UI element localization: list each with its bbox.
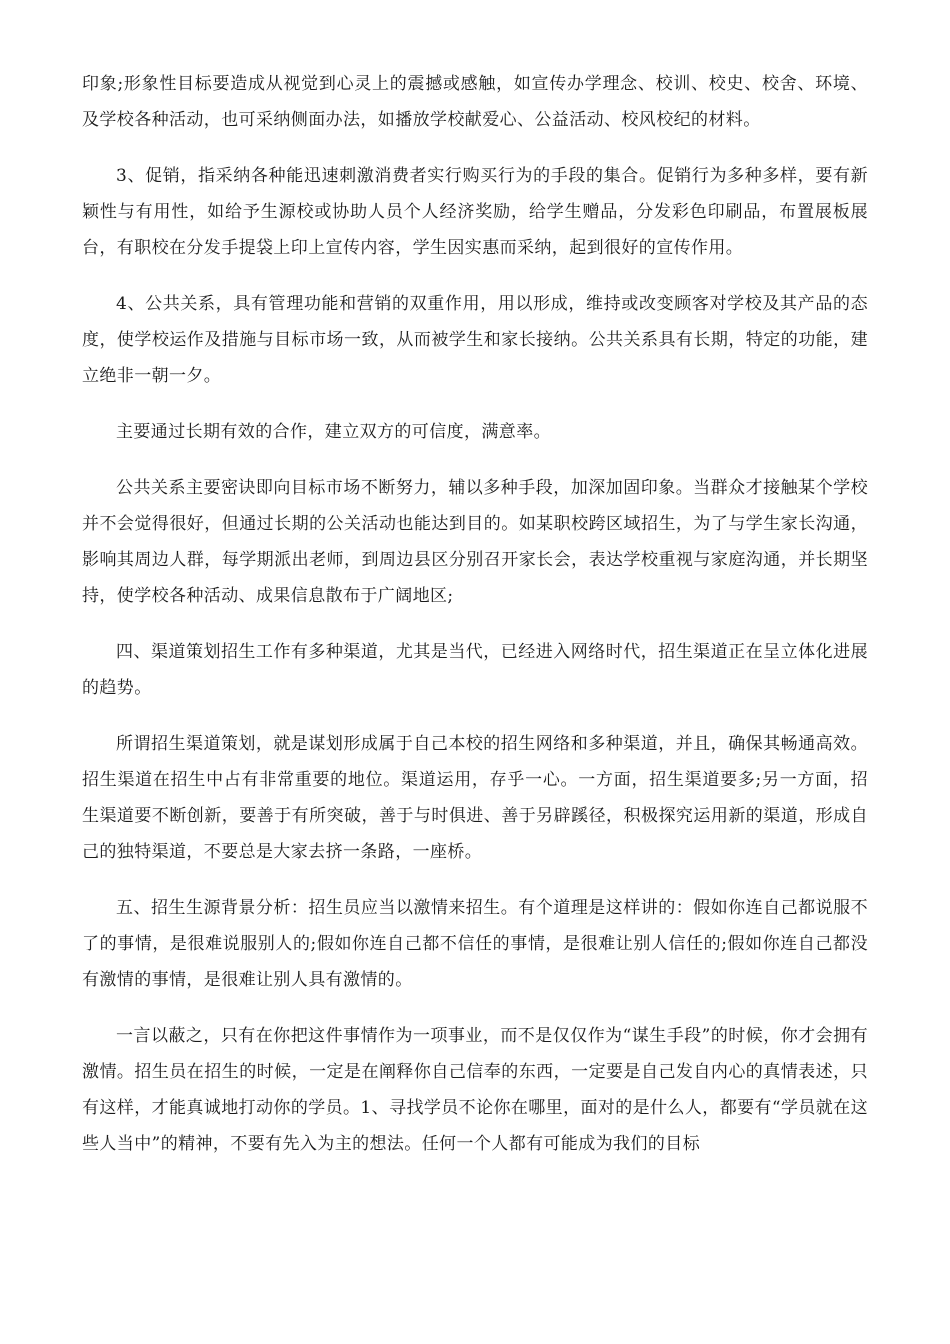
- paragraph-1: 印象;形象性目标要造成从视觉到心灵上的震撼或感触，如宣传办学理念、校训、校史、校舍、环境、及学校各种活动，也可采纳侧面办法，如播放学校献爱心、公益活动、校风校纪的材料。: [82, 74, 868, 130]
- paragraph-4: 主要通过长期有效的合作，建立双方的可信度，满意率。: [116, 422, 551, 442]
- paragraph-3: 4、公共关系，具有管理功能和营销的双重作用，用以形成，维持或改变顾客对学校及其产品的态度，使学校运作及措施与目标市场一致，从而被学生和家长接纳。公共关系具有长期，特定的功能，建立绝非一朝一夕。: [82, 294, 868, 386]
- paragraph-9: 一言以蔽之，只有在你把这件事情作为一项事业，而不是仅仅作为“谋生手段”的时候，你才会拥有激情。招生员在招生的时候，一定是在阐释你自己信奉的东西，一定要是自己发自内心的真情表述，只有这样，才能真诚地打动你的学员。1、寻找学员不论你在哪里，面对的是什么人，都要有“学员就在这些人当中”的精神，不要有先入为主的想法。任何一个人都有可能成为我们的目标: [82, 1026, 868, 1154]
- document-page: [82, 66, 868, 1182]
- paragraph-5: 公共关系主要密诀即向目标市场不断努力，辅以多种手段，加深加固印象。当群众才接触某个学校并不会觉得很好，但通过长期的公关活动也能达到目的。如某职校跨区域招生，为了与学生家长沟通，影响其周边人群，每学期派出老师，到周边县区分别召开家长会，表达学校重视与家庭沟通，并长期坚持，使学校各种活动、成果信息散布于广阔地区;: [82, 478, 868, 606]
- paragraph-7: 所谓招生渠道策划，就是谋划形成属于自己本校的招生网络和多种渠道，并且，确保其畅通高效。招生渠道在招生中占有非常重要的地位。渠道运用，存乎一心。一方面，招生渠道要多;另一方面，招生渠道要不断创新，要善于有所突破，善于与时俱进、善于另辟蹊径，积极探究运用新的渠道，形成自己的独特渠道，不要总是大家去挤一条路，一座桥。: [82, 734, 868, 862]
- paragraph-2: 3、促销，指采纳各种能迅速刺激消费者实行购买行为的手段的集合。促销行为多种多样，要有新颖性与有用性，如给予生源校或协助人员个人经济奖励，给学生赠品，分发彩色印刷品，布置展板展台，有职校在分发手提袋上印上宣传内容，学生因实惠而采纳，起到很好的宣传作用。: [82, 166, 868, 258]
- paragraph-8: 五、招生生源背景分析：招生员应当以激情来招生。有个道理是这样讲的：假如你连自己都说服不了的事情，是很难说服别人的;假如你连自己都不信任的事情，是很难让别人信任的;假如你连自己都没有激情的事情，是很难让别人具有激情的。: [82, 898, 868, 990]
- paragraph-6: 四、渠道策划招生工作有多种渠道，尤其是当代，已经进入网络时代，招生渠道正在呈立体化进展的趋势。: [82, 642, 868, 698]
